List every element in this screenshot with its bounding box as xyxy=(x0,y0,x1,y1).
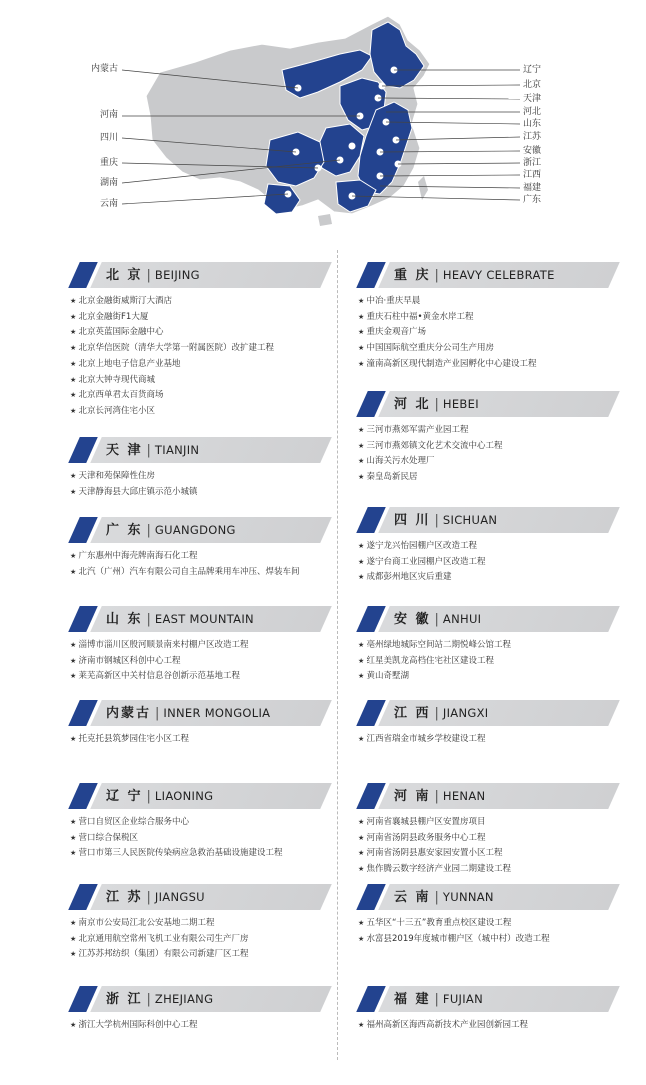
project-item: ★ 北京金融街威斯汀大酒店 xyxy=(70,294,366,310)
section-banner xyxy=(66,606,326,632)
section-banner xyxy=(354,391,614,417)
map-label-anhui: 安徽 xyxy=(523,146,542,156)
map-label-liaoning: 辽宁 xyxy=(523,65,542,75)
project-item: ★ 三河市燕郊镇文化艺术交流中心工程 xyxy=(358,439,646,455)
map-label-sichuan: 四川 xyxy=(99,133,118,143)
section-title-cn: 河 南 xyxy=(394,789,431,804)
section-title xyxy=(106,517,236,543)
project-item: ★ 黄山奇墅湖 xyxy=(358,669,646,685)
section-title-cn: 江 苏 xyxy=(106,890,143,905)
title-separator: | xyxy=(146,443,151,458)
project-section xyxy=(66,884,366,963)
title-separator: | xyxy=(146,890,151,905)
section-title xyxy=(106,700,270,726)
project-item: ★ 北京上地电子信息产业基地 xyxy=(70,357,366,373)
project-item: ★ 天津和苑保障性住房 xyxy=(70,469,366,485)
map-label-jiangxi: 江西 xyxy=(523,170,542,180)
section-title-cn: 天 津 xyxy=(106,443,143,458)
project-item: ★ 水富县2019年度城市棚户区（城中村）改造工程 xyxy=(358,932,646,948)
project-item: ★ 营口市第三人民医院传染病应急救治基础设施建设工程 xyxy=(70,846,366,862)
section-title-cn: 云 南 xyxy=(394,890,431,905)
section-title-cn: 四 川 xyxy=(394,513,431,528)
map-label-chongqing: 重庆 xyxy=(99,158,118,168)
section-title-cn: 浙 江 xyxy=(106,992,143,1007)
project-item: ★ 托克托县筑梦园住宅小区工程 xyxy=(70,732,366,748)
section-title-en: GUANGDONG xyxy=(154,523,236,537)
section-title-cn: 河 北 xyxy=(394,397,431,412)
region-hainan xyxy=(318,214,332,226)
section-banner xyxy=(354,783,614,809)
section-title-en: JIANGXI xyxy=(442,706,489,720)
project-item: ★ 河南省汤阴县惠安家园安置小区工程 xyxy=(358,846,646,862)
project-section xyxy=(66,986,366,1034)
section-title xyxy=(106,884,205,910)
project-item: ★ 五华区“十三五”教育重点校区建设工程 xyxy=(358,916,646,932)
map-label-jiangsu: 江苏 xyxy=(523,132,542,142)
project-item: ★ 江苏苏邦纺织（集团）有限公司新建厂区工程 xyxy=(70,947,366,963)
section-banner xyxy=(66,700,326,726)
section-title-cn: 广 东 xyxy=(106,523,143,538)
project-list xyxy=(354,638,646,685)
project-item: ★ 三河市燕郊军需产业园工程 xyxy=(358,423,646,439)
project-item: ★ 河南省汤阴县政务服务中心工程 xyxy=(358,831,646,847)
project-item: ★ 山海关污水处理厂 xyxy=(358,454,646,470)
project-item: ★ 北京金融街F1大厦 xyxy=(70,310,366,326)
map-label-beijing: 北京 xyxy=(523,80,542,90)
project-item: ★ 南京市公安局江北公安基地二期工程 xyxy=(70,916,366,932)
project-item: ★ 莱芜高新区中关村信息谷创新示范基地工程 xyxy=(70,669,366,685)
title-separator: | xyxy=(434,397,439,412)
title-separator: | xyxy=(146,992,151,1007)
title-separator: | xyxy=(146,523,151,538)
project-section xyxy=(354,783,646,878)
section-title-cn: 山 东 xyxy=(106,612,143,627)
project-list xyxy=(66,294,366,420)
title-separator: | xyxy=(434,890,439,905)
map-label-zhejiang: 浙江 xyxy=(523,158,542,168)
title-separator: | xyxy=(146,789,151,804)
map-label-hunan: 湖南 xyxy=(99,178,118,188)
project-item: ★ 天津静海县大邱庄镇示范小城镇 xyxy=(70,485,366,501)
project-item: ★ 河南省襄城县棚户区安置房项目 xyxy=(358,815,646,831)
project-list xyxy=(354,1018,646,1034)
project-item: ★ 济南市钢城区科创中心工程 xyxy=(70,654,366,670)
project-item: ★ 北京西单君太百货商场 xyxy=(70,388,366,404)
section-title xyxy=(394,391,479,417)
project-list xyxy=(66,815,366,862)
section-banner xyxy=(66,884,326,910)
section-title-en: BEIJING xyxy=(154,268,200,282)
china-map xyxy=(0,0,646,232)
section-title-cn: 北 京 xyxy=(106,268,143,283)
section-title-en: LIAONING xyxy=(154,789,214,803)
project-item: ★ 北汽（广州）汽车有限公司自主品牌乘用车冲压、焊装车间 xyxy=(70,565,366,581)
map-label-tianjin: 天津 xyxy=(523,94,542,104)
project-item: ★ 营口综合保税区 xyxy=(70,831,366,847)
project-list xyxy=(66,469,366,500)
project-section xyxy=(354,700,646,748)
map-label-inner-mongolia: 内蒙古 xyxy=(90,64,118,74)
title-separator: | xyxy=(155,706,160,721)
section-banner xyxy=(66,262,326,288)
project-item: ★ 淄博市淄川区殷河顺景南来村棚户区改造工程 xyxy=(70,638,366,654)
section-title-en: HEBEI xyxy=(442,397,479,411)
project-item: ★ 北京华信医院（清华大学第一附属医院）改扩建工程 xyxy=(70,341,366,357)
section-title-en: INNER MONGOLIA xyxy=(163,706,271,720)
map-label-fujian: 福建 xyxy=(523,183,542,193)
project-item: ★ 北京英蓝国际金融中心 xyxy=(70,325,366,341)
section-banner xyxy=(354,884,614,910)
section-banner xyxy=(354,262,614,288)
project-item: ★ 焦作腾云数字经济产业园二期建设工程 xyxy=(358,862,646,878)
section-title-en: ZHEJIANG xyxy=(154,992,214,1006)
project-item: ★ 中国国际航空重庆分公司生产用房 xyxy=(358,341,646,357)
title-separator: | xyxy=(146,612,151,627)
project-list xyxy=(66,1018,366,1034)
project-section xyxy=(354,262,646,373)
project-item: ★ 北京长河湾住宅小区 xyxy=(70,404,366,420)
section-banner xyxy=(354,700,614,726)
map-label-yunnan: 云南 xyxy=(99,199,118,209)
section-title xyxy=(394,262,555,288)
section-title-cn: 安 徽 xyxy=(394,612,431,627)
section-title xyxy=(394,986,483,1012)
project-item: ★ 营口自贸区企业综合服务中心 xyxy=(70,815,366,831)
section-title-en: ANHUI xyxy=(442,612,482,626)
section-title xyxy=(394,700,488,726)
project-list xyxy=(354,294,646,373)
section-title-cn: 福 建 xyxy=(394,992,431,1007)
section-title-cn: 辽 宁 xyxy=(106,789,143,804)
project-item: ★ 潼南高新区现代制造产业园孵化中心建设工程 xyxy=(358,357,646,373)
project-section xyxy=(66,262,366,420)
project-section xyxy=(354,606,646,685)
section-title-cn: 重 庆 xyxy=(394,268,431,283)
project-section xyxy=(66,783,366,862)
section-title xyxy=(106,262,200,288)
section-title-en: JIANGSU xyxy=(154,890,205,904)
project-list xyxy=(66,732,366,748)
section-title-en: TIANJIN xyxy=(154,443,200,457)
title-separator: | xyxy=(434,612,439,627)
title-separator: | xyxy=(146,268,151,283)
section-title xyxy=(394,783,485,809)
project-item: ★ 中冶·重庆早晨 xyxy=(358,294,646,310)
section-title-cn: 江 西 xyxy=(394,706,431,721)
project-item: ★ 北京大钟寺现代商城 xyxy=(70,373,366,389)
title-separator: | xyxy=(434,513,439,528)
project-item: ★ 遂宁龙兴怡园棚户区改造工程 xyxy=(358,539,646,555)
project-item: ★ 秦皇岛新民居 xyxy=(358,470,646,486)
project-section xyxy=(66,437,366,500)
section-title xyxy=(106,437,199,463)
section-title xyxy=(394,507,497,533)
project-item: ★ 重庆石柱中福•黄金水岸工程 xyxy=(358,310,646,326)
section-title-en: FUJIAN xyxy=(442,992,484,1006)
section-title xyxy=(106,606,254,632)
map-label-guangdong: 广东 xyxy=(523,195,542,205)
region-taiwan xyxy=(418,176,428,200)
section-banner xyxy=(354,606,614,632)
section-banner xyxy=(66,517,326,543)
section-title xyxy=(394,884,494,910)
section-title xyxy=(106,783,213,809)
section-title xyxy=(394,606,481,632)
section-banner xyxy=(66,783,326,809)
section-title xyxy=(106,986,213,1012)
project-item: ★ 北京通用航空常州飞机工业有限公司生产厂房 xyxy=(70,932,366,948)
project-item: ★ 红星美凯龙高档住宅社区建设工程 xyxy=(358,654,646,670)
section-banner xyxy=(66,986,326,1012)
project-list xyxy=(354,732,646,748)
project-section xyxy=(354,884,646,947)
project-list xyxy=(66,916,366,963)
section-banner xyxy=(354,986,614,1012)
project-item: ★ 重庆金观音广场 xyxy=(358,325,646,341)
section-title-en: HEAVY CELEBRATE xyxy=(442,268,555,282)
project-section xyxy=(66,606,366,685)
section-banner xyxy=(66,437,326,463)
project-list xyxy=(354,539,646,586)
project-item: ★ 江西省瑞金市城乡学校建设工程 xyxy=(358,732,646,748)
title-separator: | xyxy=(434,789,439,804)
map-label-shandong: 山东 xyxy=(523,119,542,129)
project-list xyxy=(354,815,646,878)
project-section xyxy=(354,986,646,1034)
section-title-en: SICHUAN xyxy=(442,513,498,527)
project-item: ★ 亳州绿地城际空间站二期悦峰公馆工程 xyxy=(358,638,646,654)
project-section xyxy=(66,700,366,748)
project-item: ★ 遂宁台商工业园棚户区改造工程 xyxy=(358,555,646,571)
project-item: ★ 成都彭州地区灾后重建 xyxy=(358,570,646,586)
title-separator: | xyxy=(434,992,439,1007)
project-list xyxy=(354,916,646,947)
project-item: ★ 浙江大学杭州国际科创中心工程 xyxy=(70,1018,366,1034)
project-item: ★ 广东惠州中海壳牌南海石化工程 xyxy=(70,549,366,565)
section-title-en: HENAN xyxy=(442,789,486,803)
section-title-cn: 内蒙古 xyxy=(106,706,152,721)
project-list xyxy=(354,423,646,486)
project-section xyxy=(354,391,646,486)
project-section xyxy=(66,517,366,580)
project-item: ★ 福州高新区海西高新技术产业园创新园工程 xyxy=(358,1018,646,1034)
title-separator: | xyxy=(434,268,439,283)
section-title-en: EAST MOUNTAIN xyxy=(154,612,254,626)
section-banner xyxy=(354,507,614,533)
map-label-henan: 河南 xyxy=(99,110,118,120)
title-separator: | xyxy=(434,706,439,721)
project-list xyxy=(66,549,366,580)
project-list xyxy=(66,638,366,685)
map-label-hebei: 河北 xyxy=(523,107,542,117)
project-section xyxy=(354,507,646,586)
section-title-en: YUNNAN xyxy=(442,890,494,904)
